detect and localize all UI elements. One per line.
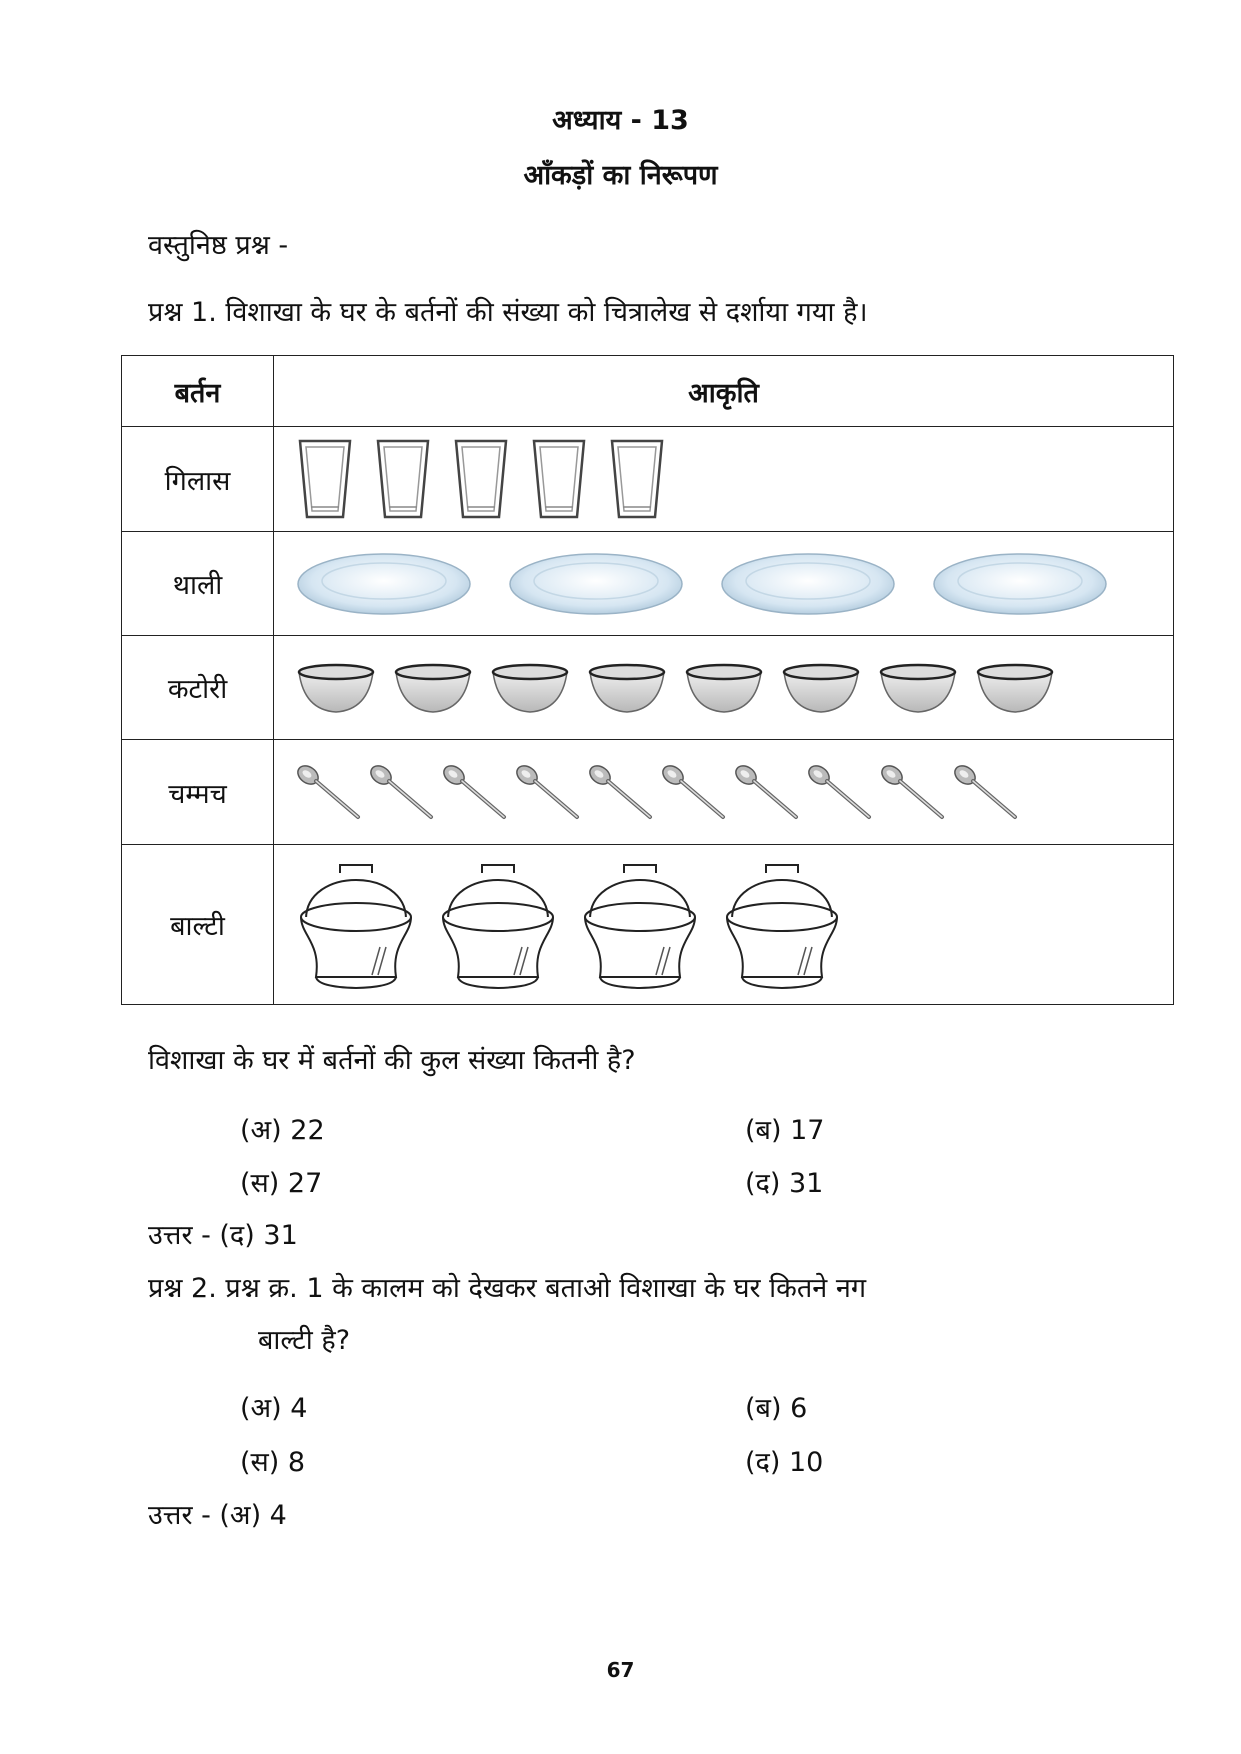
bowl-icon [490, 662, 570, 714]
q2-option-c: (स) 8 [240, 1447, 306, 1478]
spoon-icon [588, 763, 654, 821]
bucket-icon [580, 857, 700, 993]
q1-option-b: (ब) 17 [745, 1115, 825, 1146]
bucket-icon [438, 857, 558, 993]
plate-icon [720, 551, 896, 617]
bowl-icon [587, 662, 667, 714]
glass-icon [374, 437, 432, 521]
page-number: 67 [606, 1658, 635, 1682]
bowl-icon [393, 662, 473, 714]
table-row [122, 740, 1174, 845]
row-label-bowl: कटोरी [122, 636, 274, 740]
spoon-icon [880, 763, 946, 821]
q2-option-a: (अ) 4 [240, 1393, 308, 1424]
q1-answer: उत्तर - (द) 31 [148, 1220, 298, 1251]
row-pics-spoon [274, 740, 1174, 845]
table-row [122, 636, 1174, 740]
question-2-text-line1: प्रश्न 2. प्रश्न क्र. 1 के कालम को देखकर बताओ विशाखा के घर कितने नग [148, 1273, 867, 1304]
row-label-glass: गिलास [122, 427, 274, 532]
spoon-icon [953, 763, 1019, 821]
row-pics-plate [274, 532, 1174, 636]
chapter-title: आँकड़ों का निरूपण [523, 160, 718, 191]
chapter-label: अध्याय - 13 [552, 105, 689, 136]
plate-icon [508, 551, 684, 617]
header-utensil: बर्तन [122, 356, 274, 427]
spoon-icon [661, 763, 727, 821]
row-label-plate: थाली [122, 532, 274, 636]
q1-option-d: (द) 31 [745, 1168, 824, 1199]
section-heading: वस्तुनिष्ठ प्रश्न - [148, 230, 289, 261]
bucket-icon [296, 857, 416, 993]
q2-answer: उत्तर - (अ) 4 [148, 1500, 287, 1531]
row-label-spoon: चम्मच [122, 740, 274, 845]
plate-icon [932, 551, 1108, 617]
bowl-icon [296, 662, 376, 714]
glass-icon [530, 437, 588, 521]
header-figure: आकृति [274, 356, 1174, 427]
table-row [122, 845, 1174, 1005]
row-pics-glass [274, 427, 1174, 532]
row-pics-bucket [274, 845, 1174, 1005]
row-pics-bowl [274, 636, 1174, 740]
q2-option-b: (ब) 6 [745, 1393, 808, 1424]
glass-icon [296, 437, 354, 521]
question-1-prompt: विशाखा के घर में बर्तनों की कुल संख्या कितनी है? [148, 1045, 636, 1076]
glass-icon [608, 437, 666, 521]
bucket-icon [722, 857, 842, 993]
spoon-icon [296, 763, 362, 821]
spoon-icon [515, 763, 581, 821]
glass-icon [452, 437, 510, 521]
table-row [122, 427, 1174, 532]
spoon-icon [734, 763, 800, 821]
plate-icon [296, 551, 472, 617]
q2-option-d: (द) 10 [745, 1447, 824, 1478]
table-header-row [122, 356, 1174, 427]
bowl-icon [878, 662, 958, 714]
q1-option-a: (अ) 22 [240, 1115, 325, 1146]
pictograph-table [121, 355, 1174, 1005]
spoon-icon [807, 763, 873, 821]
q1-option-c: (स) 27 [240, 1168, 323, 1199]
spoon-icon [442, 763, 508, 821]
bowl-icon [975, 662, 1055, 714]
bowl-icon [684, 662, 764, 714]
bowl-icon [781, 662, 861, 714]
table-row [122, 532, 1174, 636]
question-1-text: प्रश्न 1. विशाखा के घर के बर्तनों की संख्या को चित्रालेख से दर्शाया गया है। [148, 297, 868, 328]
spoon-icon [369, 763, 435, 821]
row-label-bucket: बाल्टी [122, 845, 274, 1005]
question-2-text-line2: बाल्टी है? [258, 1325, 351, 1356]
